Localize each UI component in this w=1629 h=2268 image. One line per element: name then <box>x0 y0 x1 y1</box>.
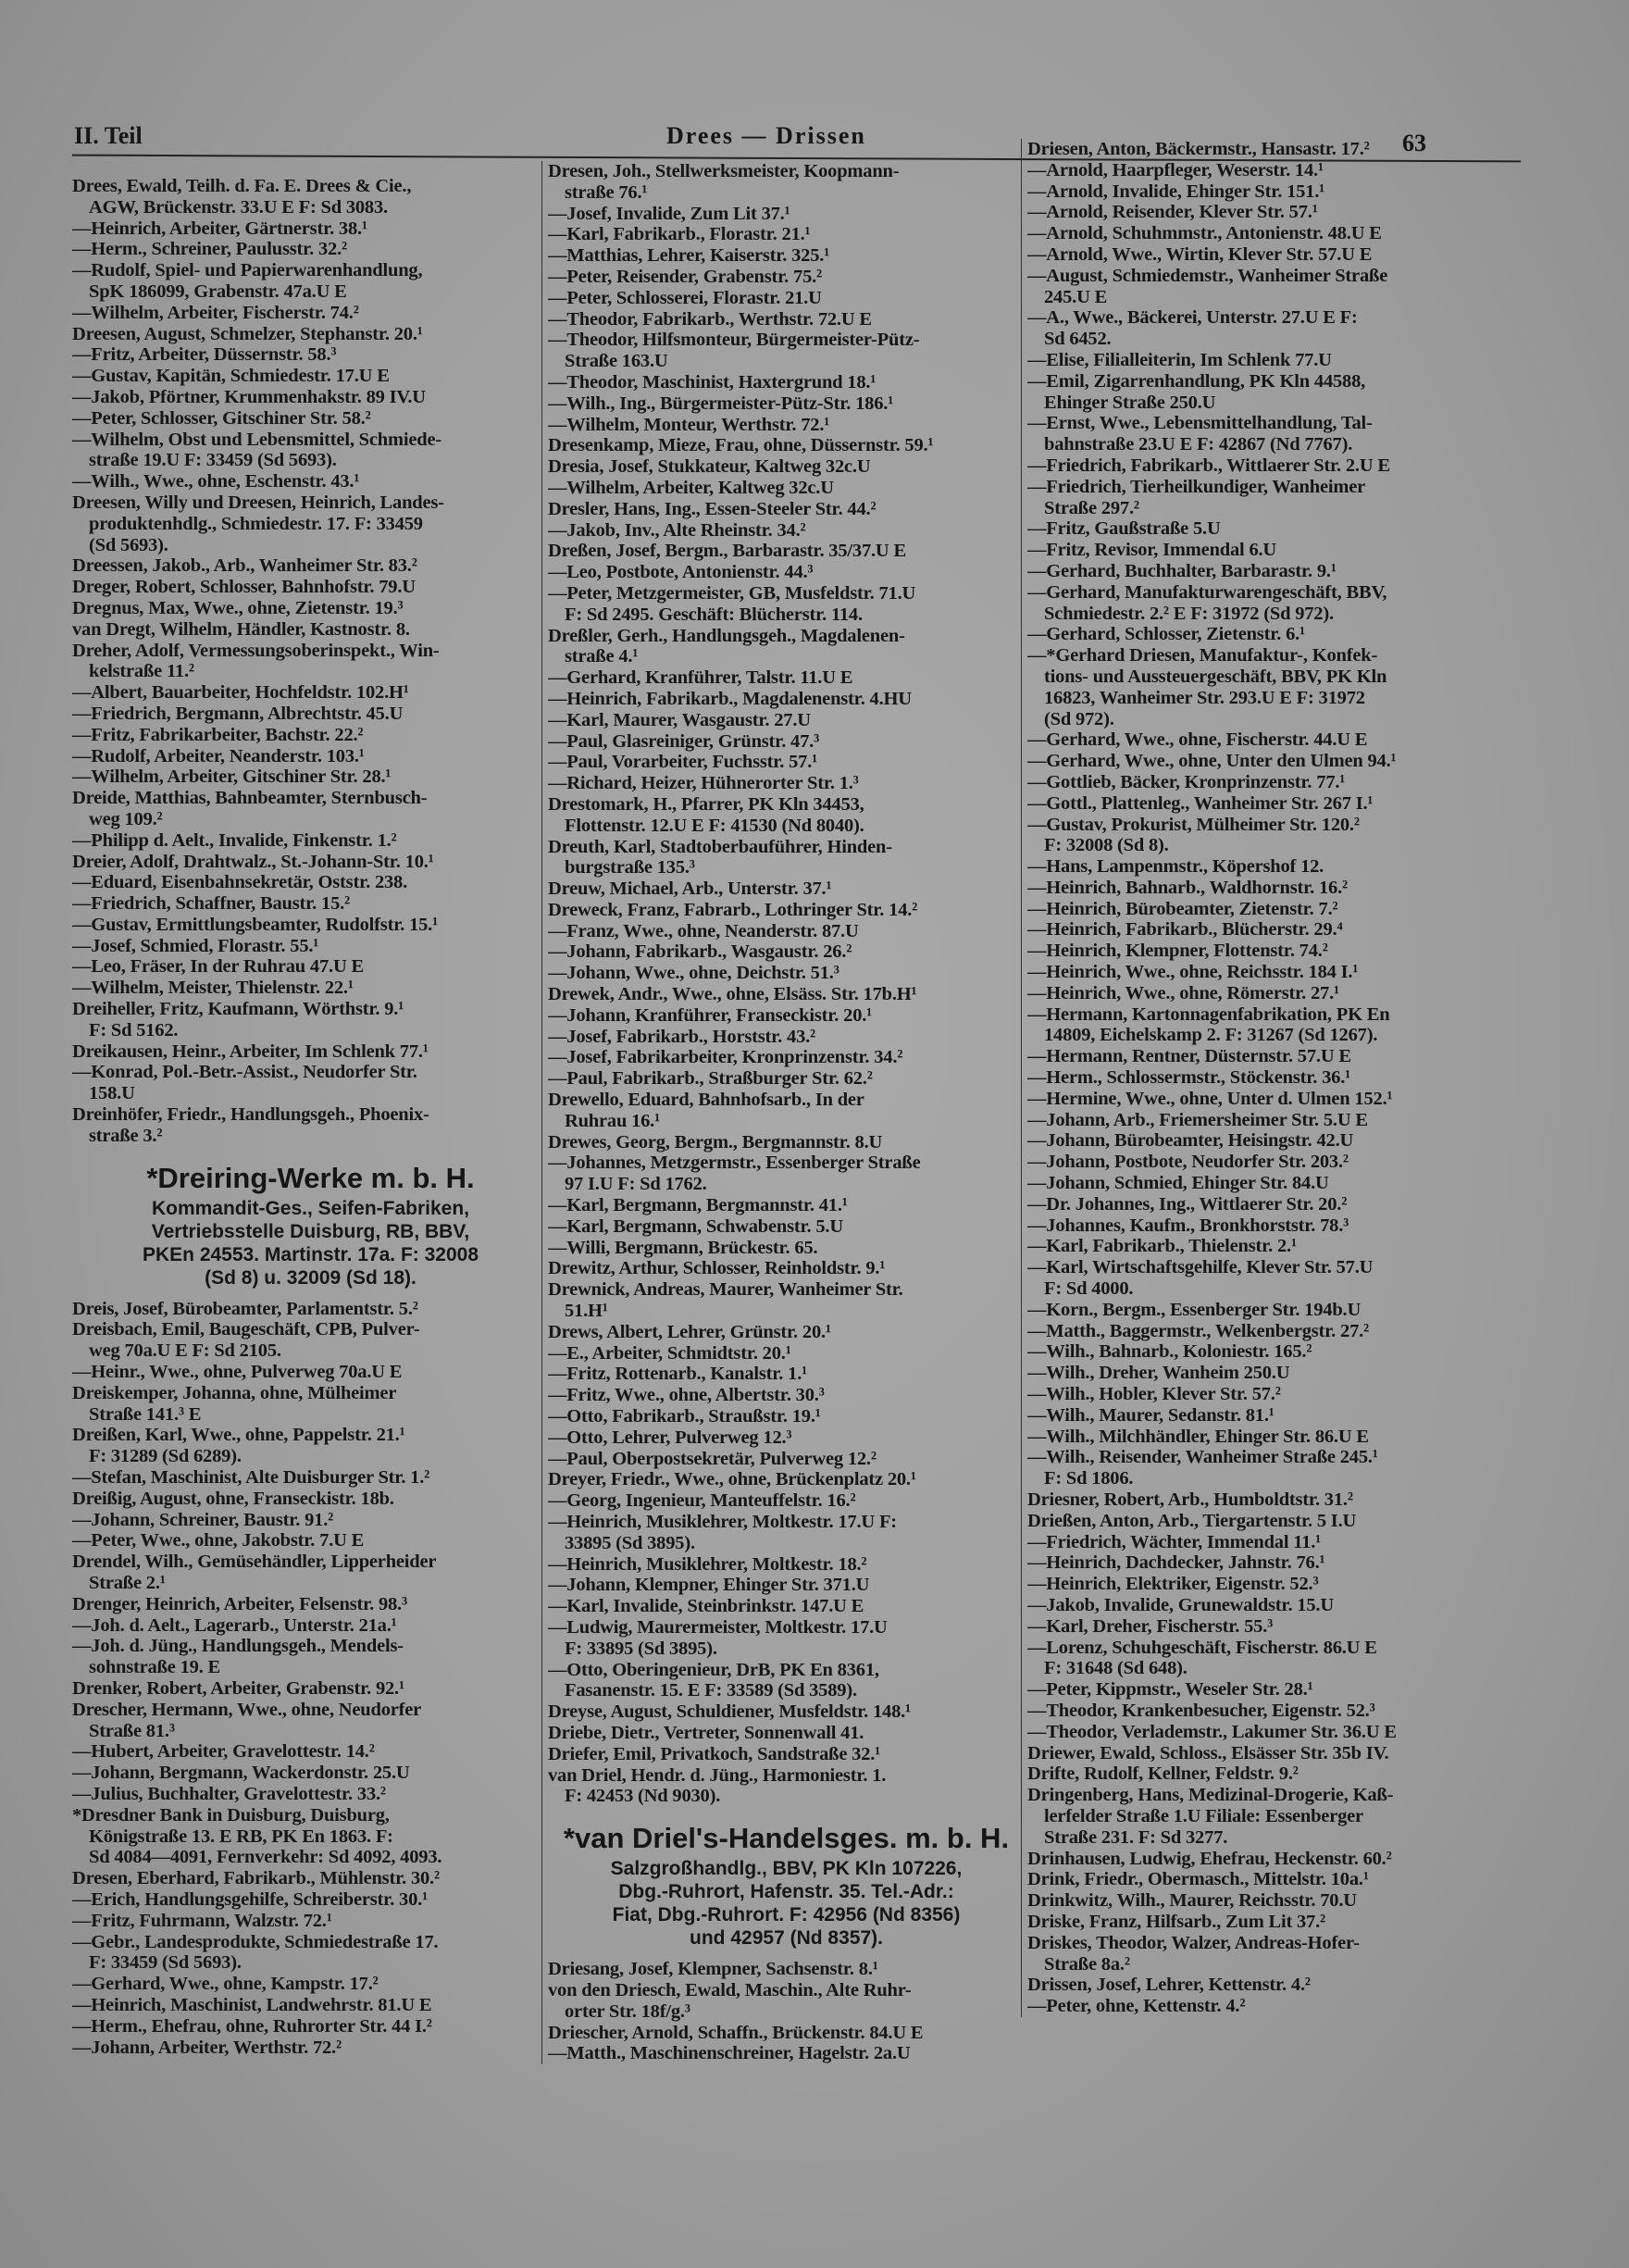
directory-entry-line: —Heinrich, Bahnarb., Waldhornstr. 16.² <box>1027 877 1348 898</box>
directory-entry-line: —Johannes, Kaufm., Bronkhorststr. 78.³ <box>1027 1215 1349 1236</box>
directory-entry-line: Flottenstr. 12.U E F: 41530 (Nd 8040). <box>565 815 864 836</box>
directory-entry-line: —Fritz, Fuhrmann, Walzstr. 72.¹ <box>72 1910 332 1931</box>
directory-entry-line: —Gerhard, Buchhalter, Barbarastr. 9.¹ <box>1027 560 1337 581</box>
directory-entry-line: —Heinrich, Fabrikarb., Magdalenenstr. 4.HU <box>548 688 912 709</box>
advertisement-line: und 42957 (Nd 8357). <box>690 1927 883 1950</box>
directory-entry-line: —Johann, Arb., Friemersheimer Str. 5.U E <box>1027 1109 1368 1130</box>
directory-entry-line: Dreinhöfer, Friedr., Handlungsgeh., Phoenix- <box>72 1104 429 1126</box>
directory-entry-line: —Richard, Heizer, Hühnerorter Str. 1.³ <box>548 773 859 794</box>
directory-entry-line: —*Gerhard Driesen, Manufaktur-, Konfek- <box>1027 645 1378 667</box>
directory-entry-line: —Gustav, Prokurist, Mülheimer Str. 120.² <box>1027 814 1360 835</box>
directory-entry-line: Driescher, Arnold, Schaffn., Brückenstr. 84.U E <box>548 2022 924 2043</box>
directory-entry-line: —Stefan, Maschinist, Alte Duisburger Str. 1.² <box>72 1467 430 1489</box>
directory-entry-line: —Johannes, Metzgermstr., Essenberger Straße <box>548 1153 921 1174</box>
directory-entry-line: F: Sd 1806. <box>1044 1468 1134 1489</box>
directory-entry-line: Drewello, Eduard, Bahnhofsarb., In der <box>548 1090 864 1111</box>
directory-entry-line: 97 I.U F: Sd 1762. <box>565 1174 707 1195</box>
directory-entry-line: Dreesen, Willy und Dreesen, Heinrich, Landes- <box>72 492 444 513</box>
directory-entry-line: —Emil, Zigarrenhandlung, PK Kln 44588, <box>1027 370 1366 392</box>
directory-entry-line: —Otto, Lehrer, Pulverweg 12.³ <box>548 1427 792 1448</box>
directory-entry-line: —Elise, Filialleiterin, Im Schlenk 77.U <box>1027 349 1332 370</box>
directory-entry-line: —Franz, Wwe., ohne, Neanderstr. 87.U <box>548 920 859 941</box>
directory-entry-line: —Karl, Wirtschaftsgehilfe, Klever Str. 57.U <box>1027 1257 1374 1278</box>
directory-entry-line: —Wilhelm, Monteur, Werthstr. 72.¹ <box>548 414 830 435</box>
advertisement-line: PKEn 24553. Martinstr. 17a. F: 32008 <box>142 1243 479 1265</box>
directory-entry-line: Drewitz, Arthur, Schlosser, Reinholdstr. 9.¹ <box>548 1258 886 1279</box>
directory-entry-line: —Heinrich, Fabrikarb., Blücherstr. 29.⁴ <box>1027 919 1343 941</box>
directory-entry-line: Dreessen, Jakob., Arb., Wanheimer Str. 83.² <box>72 555 417 577</box>
directory-entry-line: —Theodor, Krankenbesucher, Eigenstr. 52.³ <box>1027 1700 1375 1721</box>
directory-entry-line: —Wilh., Maurer, Sedanstr. 81.¹ <box>1027 1404 1275 1426</box>
directory-entry-line: Dreyse, August, Schuldiener, Musfeldstr. 148.¹ <box>548 1701 911 1723</box>
directory-entry-line: Dreißig, August, ohne, Franseckistr. 18b. <box>72 1488 394 1509</box>
directory-entry-line: van Dregt, Wilhelm, Händler, Kastnostr. 8. <box>72 618 410 640</box>
directory-entry-line: —Gustav, Ermittlungsbeamter, Rudolfstr. 15.¹ <box>72 914 439 935</box>
directory-entry-line: Driesang, Josef, Klempner, Sachsenstr. 8.¹ <box>548 1959 878 1980</box>
directory-entry-line: Drendel, Wilh., Gemüsehändler, Lipperheider <box>72 1551 437 1573</box>
directory-entry-line: —Hermine, Wwe., ohne, Unter d. Ulmen 152.¹ <box>1027 1088 1393 1109</box>
directory-entry-line: —Theodor, Verlademstr., Lakumer Str. 36.U E <box>1027 1721 1397 1742</box>
directory-entry-line: —Fritz, Gaußstraße 5.U <box>1027 518 1221 540</box>
directory-entry-line: lerfelder Straße 1.U Filiale: Essenberger <box>1044 1805 1363 1826</box>
directory-entry-line: —Heinrich, Arbeiter, Gärtnerstr. 38.¹ <box>72 218 367 239</box>
directory-entry-line: —Johann, Wwe., ohne, Deichstr. 51.³ <box>548 963 839 984</box>
directory-entry-line: —Jakob, Pförtner, Krummenhakstr. 89 IV.U <box>72 386 426 407</box>
directory-entry-line: —Theodor, Fabrikarb., Werthstr. 72.U E <box>548 308 872 330</box>
directory-entry-line: —Wilh., Dreher, Wanheim 250.U <box>1027 1363 1290 1384</box>
directory-entry-line: —Paul, Fabrikarb., Straßburger Str. 62.² <box>548 1068 873 1090</box>
directory-entry-line: —Fritz, Revisor, Immendal 6.U <box>1027 540 1277 561</box>
directory-entry-line: 33895 (Sd 3895). <box>565 1532 695 1553</box>
directory-entry-line: —Peter, Wwe., ohne, Jakobstr. 7.U E <box>72 1530 365 1551</box>
directory-entry-line: —Fritz, Rottenarb., Kanalstr. 1.¹ <box>548 1364 808 1385</box>
directory-entry-line: (Sd 972). <box>1044 708 1114 729</box>
directory-entry-line: —Fritz, Arbeiter, Düssernstr. 58.³ <box>72 344 337 366</box>
directory-entry-line: —Gustav, Kapitän, Schmiedestr. 17.U E <box>72 366 390 387</box>
directory-entry-line: weg 70a.U E F: Sd 2105. <box>89 1340 281 1362</box>
directory-entry-line: —Wilh., Hobler, Klever Str. 57.² <box>1027 1384 1281 1405</box>
directory-entry-line: —Peter, Reisender, Grabenstr. 75.² <box>548 266 822 287</box>
directory-entry-line: —Hermann, Kartonnagenfabrikation, PK En <box>1027 1003 1390 1025</box>
directory-entry-line: Dreher, Adolf, Vermessungsoberinspekt., Win- <box>72 640 440 661</box>
directory-entry-line: Dreger, Robert, Schlosser, Bahnhofstr. 79.U <box>72 577 416 598</box>
directory-entry-line: —Joh. d. Aelt., Lagerarb., Unterstr. 21a.¹ <box>72 1614 397 1636</box>
directory-entry-line: Dreesen, August, Schmelzer, Stephanstr. 20.¹ <box>72 323 423 344</box>
directory-entry-line: Dresen, Joh., Stellwerksmeister, Koopmann- <box>548 161 900 181</box>
directory-entry-line: —Gerhard, Wwe., ohne, Kampstr. 17.² <box>72 1974 379 1995</box>
directory-entry-line: Driske, Franz, Hilfsarb., Zum Lit 37.² <box>1027 1911 1325 1932</box>
directory-entry-line: —Wilh., Bahnarb., Koloniestr. 165.² <box>1027 1341 1312 1363</box>
directory-entry-line: —Arnold, Haarpfleger, Weserstr. 14.¹ <box>1027 159 1324 181</box>
directory-entry-line: Drießen, Anton, Arb., Tiergartenstr. 5 I.U <box>1027 1510 1357 1531</box>
directory-entry-line: —Friedrich, Bergmann, Albrechtstr. 45.U <box>72 703 404 724</box>
directory-entry-line: —Arnold, Invalide, Ehinger Str. 151.¹ <box>1027 181 1325 202</box>
directory-entry-line: —Otto, Fabrikarb., Straußstr. 19.¹ <box>548 1406 821 1427</box>
directory-entry-line: —Gerhard, Schlosser, Zietenstr. 6.¹ <box>1027 624 1305 645</box>
directory-entry-line: —Matthias, Lehrer, Kaiserstr. 325.¹ <box>548 245 830 267</box>
directory-entry-line: Straße 8a.² <box>1044 1953 1130 1975</box>
advertisement-line: Kommandit-Ges., Seifen-Fabriken, <box>151 1197 470 1219</box>
directory-entry-line: sohnstraße 19. E <box>89 1657 221 1678</box>
directory-entry-line: weg 109.² <box>89 808 163 829</box>
directory-entry-line: —Heinrich, Maschinist, Landwehrstr. 81.U E <box>72 1994 432 2015</box>
directory-entry-line: —Peter, ohne, Kettenstr. 4.² <box>1027 1996 1246 2017</box>
directory-entry-line: —A., Wwe., Bäckerei, Unterstr. 27.U E F: <box>1027 307 1358 329</box>
directory-entry-line: Dresia, Josef, Stukkateur, Kaltweg 32c.U <box>548 456 871 478</box>
directory-entry-line: Driesen, Anton, Bäckermstr., Hansastr. 17.² <box>1027 139 1370 159</box>
directory-entry-line: —Lorenz, Schuhgeschäft, Fischerstr. 86.U E <box>1027 1637 1377 1658</box>
directory-entry-line: orter Str. 18f/g.³ <box>565 2000 690 2022</box>
directory-entry-line: —Leo, Fräser, In der Ruhrau 47.U E <box>72 956 364 978</box>
directory-entry-line: Driebe, Dietr., Vertreter, Sonnenwall 41. <box>548 1722 864 1743</box>
directory-entry-line: —Johann, Schreiner, Baustr. 91.² <box>72 1509 334 1530</box>
directory-entry-line: —Eduard, Eisenbahnsekretär, Oststr. 238. <box>72 872 408 893</box>
directory-entry-line: Königstraße 13. E RB, PK En 1863. F: <box>89 1826 393 1847</box>
directory-entry-line: —Rudolf, Arbeiter, Neanderstr. 103.¹ <box>72 745 365 766</box>
directory-entry-line: Drenker, Robert, Arbeiter, Grabenstr. 92.¹ <box>72 1678 404 1699</box>
directory-entry-line: —Wilh., Ing., Bürgermeister-Pütz-Str. 186.¹ <box>548 393 894 414</box>
directory-entry-line: —Karl, Maurer, Wasgaustr. 27.U <box>548 709 811 730</box>
directory-entry-line: —Fritz, Fabrikarbeiter, Bachstr. 22.² <box>72 724 364 745</box>
directory-entry-line: —Johann, Postbote, Neudorfer Str. 203.² <box>1027 1152 1349 1173</box>
directory-entry-line: —Karl, Invalide, Steinbrinkstr. 147.U E <box>548 1596 864 1617</box>
advertisement-line: Salzgroßhandlg., BBV, PK Kln 107226, <box>610 1858 963 1880</box>
directory-entry-line: —Hans, Lampenmstr., Köpershof 12. <box>1027 856 1324 878</box>
directory-entry-line: 158.U <box>89 1083 135 1104</box>
directory-entry-line: —Johann, Klempner, Ehinger Str. 371.U <box>548 1575 870 1596</box>
directory-entry-line: —Josef, Fabrikarbeiter, Kronprinzenstr. 34.² <box>548 1047 903 1068</box>
directory-entry-line: Straße 231. F: Sd 3277. <box>1044 1826 1228 1848</box>
directory-entry-line: —Johann, Kranführer, Franseckistr. 20.¹ <box>548 1004 873 1026</box>
directory-entry-line: Drescher, Hermann, Wwe., ohne, Neudorfer <box>72 1699 422 1720</box>
directory-entry-line: Dresler, Hans, Ing., Essen-Steeler Str. 44.² <box>548 498 877 519</box>
directory-entry-line: —Ludwig, Maurermeister, Moltkestr. 17.U <box>548 1616 888 1638</box>
directory-entry-line: 16823, Wanheimer Str. 293.U E F: 31972 <box>1044 687 1365 708</box>
directory-entry-line: Driewer, Ewald, Schloss., Elsässer Str. 35b IV. <box>1027 1742 1389 1763</box>
directory-entry-line: Sd 4084—4091, Fernverkehr: Sd 4092, 4093. <box>89 1847 442 1868</box>
directory-entry-line: —Johann, Bergmann, Wackerdonstr. 25.U <box>72 1763 410 1784</box>
directory-entry-line: kelstraße 11.² <box>89 661 194 682</box>
directory-entry-line: Drenger, Heinrich, Arbeiter, Felsenstr. 98.³ <box>72 1593 407 1614</box>
directory-entry-line: —Josef, Schmied, Florastr. 55.¹ <box>72 935 319 956</box>
directory-entry-line: —Wilhelm, Obst und Lebensmittel, Schmiede- <box>72 429 441 450</box>
column-1 <box>72 176 549 2058</box>
advertisement-line: (Sd 8) u. 32009 (Sd 18). <box>205 1266 417 1289</box>
directory-entry-line: straße 4.¹ <box>565 646 639 667</box>
directory-entry-line: —Heinrich, Klempner, Flottenstr. 74.² <box>1027 941 1328 962</box>
directory-entry-line: —Wilhelm, Arbeiter, Fischerstr. 74.² <box>72 302 359 323</box>
directory-entry-line: von den Driesch, Ewald, Maschin., Alte Ruhr- <box>548 1979 912 2000</box>
directory-entry-line: —Konrad, Pol.-Betr.-Assist., Neudorfer Str. <box>72 1062 417 1083</box>
directory-entry-line: Dregnus, Max, Wwe., ohne, Zietenstr. 19.³ <box>72 597 404 618</box>
directory-entry-line: Dreuw, Michael, Arb., Unterstr. 37.¹ <box>548 879 832 900</box>
directory-entry-line: —Peter, Schlosserei, Florastr. 21.U <box>548 287 822 308</box>
directory-entry-line: —Theodor, Maschinist, Haxtergrund 18.¹ <box>548 371 877 393</box>
directory-entry-line: —Paul, Vorarbeiter, Fuchsstr. 57.¹ <box>548 752 818 773</box>
directory-entry-line: Dreweck, Franz, Fabrarb., Lothringer Str. 14.² <box>548 899 918 920</box>
directory-entry-line: *Dresdner Bank in Duisburg, Duisburg, <box>72 1804 390 1826</box>
directory-entry-line: Drewek, Andr., Wwe., ohne, Elsäss. Str. 17b.H¹ <box>548 984 917 1005</box>
directory-entry-line: —Jakob, Inv., Alte Rheinstr. 34.² <box>548 519 806 541</box>
directory-entry-line: —Gerhard, Kranführer, Talstr. 11.U E <box>548 667 853 689</box>
directory-entry-line: —Johann, Schmied, Ehinger Str. 84.U <box>1027 1173 1329 1194</box>
directory-entry-line: —Friedrich, Schaffner, Baustr. 15.² <box>72 893 350 915</box>
directory-entry-line: —Ernst, Wwe., Lebensmittelhandlung, Tal- <box>1027 413 1373 434</box>
directory-entry-line: F: 42453 (Nd 9030). <box>565 1786 721 1807</box>
advertisement-line: Fiat, Dbg.-Ruhrort. F: 42956 (Nd 8356) <box>612 1904 961 1926</box>
directory-entry-line: —Heinr., Wwe., ohne, Pulverweg 70a.U E <box>72 1362 403 1383</box>
directory-entry-line: —Heinrich, Wwe., ohne, Reichsstr. 184 I.¹ <box>1027 962 1359 983</box>
directory-entry-line: —Wilh., Milchhändler, Ehinger Str. 86.U E <box>1027 1426 1369 1447</box>
directory-entry-line: Straße 81.³ <box>89 1720 175 1741</box>
directory-entry-line: —Willi, Bergmann, Brückestr. 65. <box>548 1237 818 1258</box>
directory-entry-line: —Heinrich, Musiklehrer, Moltkestr. 18.² <box>548 1553 867 1575</box>
column-2 <box>541 161 1025 2064</box>
directory-entry-line: Drissen, Josef, Lehrer, Kettenstr. 4.² <box>1027 1975 1311 1996</box>
directory-entry-line: Straße 297.² <box>1044 497 1139 518</box>
directory-entry-line: Dreiheller, Fritz, Kaufmann, Wörthstr. 9.¹ <box>72 999 404 1020</box>
directory-entry-line: Drifte, Rudolf, Kellner, Feldstr. 9.² <box>1027 1763 1299 1785</box>
directory-entry-line: F: 31289 (Sd 6289). <box>89 1446 242 1467</box>
directory-entry-line: —Johann, Arbeiter, Werthstr. 72.² <box>72 2037 342 2058</box>
directory-entry-line: Drews, Albert, Lehrer, Grünstr. 20.¹ <box>548 1321 831 1342</box>
directory-entry-line: —Johann, Bürobeamter, Heisingstr. 42.U <box>1027 1130 1354 1152</box>
directory-entry-line: —Heinrich, Wwe., ohne, Römerstr. 27.¹ <box>1027 982 1339 1003</box>
directory-entry-line: Fasanenstr. 15. E F: 33589 (Sd 3589). <box>565 1680 857 1701</box>
directory-entry-line: —Jakob, Invalide, Grunewaldstr. 15.U <box>1027 1594 1334 1615</box>
directory-entry-line: —Wilh., Wwe., ohne, Eschenstr. 43.¹ <box>72 471 360 492</box>
advertisement-line: Dbg.-Ruhrort, Hafenstr. 35. Tel.-Adr.: <box>618 1881 954 1903</box>
directory-entry-line: Driskes, Theodor, Walzer, Andreas-Hofer- <box>1027 1932 1360 1953</box>
directory-entry-line: —Theodor, Hilfsmonteur, Bürgermeister-Pütz- <box>548 330 920 351</box>
directory-entry-line: Dringenberg, Hans, Medizinal-Drogerie, Kaß- <box>1027 1785 1394 1806</box>
directory-entry-line: —Karl, Dreher, Fischerstr. 55.³ <box>1027 1615 1274 1637</box>
directory-entry-line: —Hubert, Arbeiter, Gravelottestr. 14.² <box>72 1741 375 1763</box>
directory-entry-line: —Friedrich, Wächter, Immendal 11.¹ <box>1027 1531 1322 1552</box>
directory-entry-line: —Peter, Metzgermeister, GB, Musfeldstr. 71.U <box>548 582 916 604</box>
directory-entry-line: Dreier, Adolf, Drahtwalz., St.-Johann-Str. 10.¹ <box>72 851 434 872</box>
directory-entry-line: —Heinrich, Bürobeamter, Zietenstr. 7.² <box>1027 898 1338 919</box>
directory-entry-line: Driefer, Emil, Privatkoch, Sandstraße 32.¹ <box>548 1743 881 1764</box>
directory-entry-line: straße 19.U F: 33459 (Sd 5693). <box>89 450 337 471</box>
directory-entry-line: —Herm., Ehefrau, ohne, Ruhrorter Str. 44 I.² <box>72 2015 432 2037</box>
directory-entry-line: Drink, Friedr., Obermasch., Mittelstr. 10a.¹ <box>1027 1869 1369 1890</box>
directory-entry-line: —Josef, Invalide, Zum Lit 37.¹ <box>548 203 790 224</box>
directory-entry-line: —Karl, Bergmann, Bergmannstr. 41.¹ <box>548 1195 848 1216</box>
directory-entry-line: —Josef, Fabrikarb., Horststr. 43.² <box>548 1026 815 1047</box>
directory-entry-line: —Otto, Oberingenieur, DrB, PK En 8361, <box>548 1659 879 1680</box>
directory-entry-line: —Arnold, Schuhmmstr., Antonienstr. 48.U E <box>1027 223 1382 244</box>
directory-entry-line: —Gerhard, Wwe., ohne, Fischerstr. 44.U E <box>1027 729 1368 751</box>
directory-entry-line: —Wilhelm, Arbeiter, Kaltweg 32c.U <box>548 477 834 498</box>
advertisement-line: Vertriebsstelle Duisburg, RB, BBV, <box>151 1220 470 1242</box>
directory-entry-line: Sd 6452. <box>1044 329 1112 350</box>
directory-entry-line: —Herm., Schreiner, Paulusstr. 32.² <box>72 239 347 260</box>
directory-entry-line: —Gebr., Landesprodukte, Schmiedestraße 17. <box>72 1931 439 1952</box>
directory-entry-line: F: Sd 4000. <box>1044 1278 1134 1300</box>
directory-entry-line: straße 3.² <box>89 1125 163 1146</box>
directory-entry-line: burgstraße 135.³ <box>565 857 695 879</box>
directory-entry-line: —Wilhelm, Meister, Thielenstr. 22.¹ <box>72 978 354 999</box>
directory-entry-line: —Julius, Buchhalter, Gravelottestr. 33.² <box>72 1783 386 1804</box>
directory-entry-line: 245.U E <box>1044 286 1108 307</box>
directory-entry-line: —Arnold, Wwe., Wirtin, Klever Str. 57.U E <box>1027 243 1373 265</box>
directory-entry-line: —Paul, Oberpostsekretär, Pulverweg 12.² <box>548 1448 877 1469</box>
directory-entry-line: Dreikausen, Heinr., Arbeiter, Im Schlenk 77.¹ <box>72 1041 429 1062</box>
directory-entry-line: Schmiedestr. 2.² E F: 31972 (Sd 972). <box>1044 603 1334 624</box>
page-running-title: Drees — Drissen <box>666 122 866 149</box>
directory-entry-line: Drinkwitz, Wilh., Maurer, Reichsstr. 70.U <box>1027 1890 1357 1912</box>
directory-entry-line: F: 31648 (Sd 648). <box>1044 1658 1188 1679</box>
directory-entry-line: Dreiskemper, Johanna, ohne, Mülheimer <box>72 1382 397 1403</box>
directory-entry-line: —Matth., Baggermstr., Welkenbergstr. 27.² <box>1027 1320 1370 1341</box>
directory-entry-line: —Matth., Maschinenschreiner, Hagelstr. 2a.U <box>548 2043 911 2064</box>
advertisement-block <box>548 1820 1025 1950</box>
directory-entry-line: —Johann, Fabrikarb., Wasgaustr. 26.² <box>548 941 852 963</box>
directory-entry-line: Dreuth, Karl, Stadtoberbauführer, Hinden- <box>548 836 892 857</box>
directory-entry-line: SpK 186099, Grabenstr. 47a.U E <box>89 280 347 302</box>
directory-entry-line: —E., Arbeiter, Schmidtstr. 20.¹ <box>548 1342 791 1364</box>
directory-entry-line: —Korn., Bergm., Essenberger Str. 194b.U <box>1027 1299 1362 1320</box>
directory-entry-line: Dreßen, Josef, Bergm., Barbarastr. 35/37.U E <box>548 541 906 562</box>
directory-entry-line: (Sd 5693). <box>89 534 168 555</box>
directory-entry-line: produktenhdlg., Schmiedestr. 17. F: 33459 <box>89 513 423 534</box>
directory-entry-line: —Gerhard, Wwe., ohne, Unter den Ulmen 94.¹ <box>1027 751 1397 772</box>
directory-entry-line: —August, Schmiedemstr., Wanheimer Straße <box>1027 265 1388 286</box>
directory-entry-line: Dreyer, Friedr., Wwe., ohne, Brückenplatz 20.¹ <box>548 1469 916 1490</box>
directory-entry-line: 51.H¹ <box>565 1301 608 1322</box>
directory-entry-line: —Friedrich, Fabrikarb., Wittlaerer Str. 2.U E <box>1027 455 1390 476</box>
directory-entry-line: F: Sd 5162. <box>89 1019 179 1041</box>
directory-entry-line: —Peter, Kippmstr., Weseler Str. 28.¹ <box>1027 1679 1313 1701</box>
directory-entry-line: —Peter, Schlosser, Gitschiner Str. 58.² <box>72 407 371 429</box>
directory-entry-line: Driesner, Robert, Arb., Humboldtstr. 31.² <box>1027 1489 1353 1510</box>
directory-entry-line: —Herm., Schlossermstr., Stöckenstr. 36.¹ <box>1027 1067 1351 1089</box>
directory-entry-line: Straße 141.³ E <box>89 1403 202 1425</box>
directory-entry-line: AGW, Brückenstr. 33.U E F: Sd 3083. <box>89 196 388 218</box>
directory-entry-line: 14809, Eichelskamp 2. F: 31267 (Sd 1267). <box>1044 1025 1378 1046</box>
directory-entry-line: —Joh. d. Jüng., Handlungsgeh., Mendels- <box>72 1636 404 1657</box>
directory-entry-line: —Heinrich, Dachdecker, Jahnstr. 76.¹ <box>1027 1552 1325 1574</box>
directory-entry-line: Drewes, Georg, Bergm., Bergmannstr. 8.U <box>548 1131 883 1153</box>
directory-entry-line: —Friedrich, Tierheilkundiger, Wanheimer <box>1027 476 1366 497</box>
directory-entry-line: —Wilh., Reisender, Wanheimer Straße 245.¹ <box>1027 1447 1378 1468</box>
directory-entry-line: Drees, Ewald, Teilh. d. Fa. E. Drees & Cie., <box>72 176 412 196</box>
directory-entry-line: —Dr. Johannes, Ing., Wittlaerer Str. 20.² <box>1027 1193 1348 1215</box>
directory-entry-line: Ehinger Straße 250.U <box>1044 392 1216 413</box>
directory-entry-line: Straße 2.¹ <box>89 1573 166 1594</box>
advertisement-block <box>72 1160 549 1290</box>
directory-entry-line: —Fritz, Wwe., ohne, Albertstr. 30.³ <box>548 1385 825 1406</box>
directory-entry-line: —Arnold, Reisender, Klever Str. 57.¹ <box>1027 202 1318 223</box>
directory-entry-line: Dresenkamp, Mieze, Frau, ohne, Düssernstr. 59.¹ <box>548 435 934 456</box>
directory-entry-line: —Georg, Ingenieur, Manteuffelstr. 16.² <box>548 1490 856 1512</box>
directory-entry-line: Dreisbach, Emil, Baugeschäft, CPB, Pulver- <box>72 1319 420 1340</box>
directory-entry-line: —Erich, Handlungsgehilfe, Schreiberstr. 30.¹ <box>72 1888 429 1910</box>
directory-entry-line: Dreis, Josef, Bürobeamter, Parlamentstr. 5.² <box>72 1298 418 1319</box>
directory-entry-line: —Leo, Postbote, Antonienstr. 44.³ <box>548 562 814 583</box>
directory-entry-line: van Driel, Hendr. d. Jüng., Harmoniestr. 1. <box>548 1764 887 1786</box>
directory-entry-line: F: 33459 (Sd 5693). <box>89 1952 242 1974</box>
directory-entry-line: tions- und Aussteuergeschäft, BBV, PK Kln <box>1044 666 1387 687</box>
directory-entry-line: bahnstraße 23.U E F: 42867 (Nd 7767). <box>1044 434 1353 455</box>
directory-entry-line: —Philipp d. Aelt., Invalide, Finkenstr. 1.² <box>72 829 397 851</box>
page-number: 63 <box>1402 130 1426 156</box>
directory-entry-line: —Albert, Bauarbeiter, Hochfeldstr. 102.H¹ <box>72 682 409 704</box>
directory-entry-line: Dresen, Eberhard, Fabrikarb., Mühlenstr. 30.² <box>72 1868 440 1889</box>
column-3 <box>1021 139 1518 2017</box>
section-label: II. Teil <box>74 122 143 149</box>
directory-entry-line: —Karl, Fabrikarb., Thielenstr. 2.¹ <box>1027 1236 1297 1257</box>
directory-entry-line: Drinhausen, Ludwig, Ehefrau, Heckenstr. 60.² <box>1027 1848 1392 1869</box>
directory-entry-line: F: 33895 (Sd 3895). <box>565 1638 717 1659</box>
directory-entry-line: —Rudolf, Spiel- und Papierwarenhandlung, <box>72 260 423 281</box>
advertisement-title: *Dreiring-Werke m. b. H. <box>146 1161 475 1194</box>
directory-entry-line: —Karl, Bergmann, Schwabenstr. 5.U <box>548 1215 843 1237</box>
directory-entry-line: Drestomark, H., Pfarrer, PK Kln 34453, <box>548 793 864 815</box>
directory-entry-line: —Karl, Fabrikarb., Florastr. 21.¹ <box>548 224 811 245</box>
directory-entry-line: Drewnick, Andreas, Maurer, Wanheimer Str. <box>548 1279 903 1301</box>
directory-entry-line: —Gottlieb, Bäcker, Kronprinzenstr. 77.¹ <box>1027 771 1346 792</box>
directory-entry-line: Dreßler, Gerh., Handlungsgeh., Magdalenen- <box>548 625 905 646</box>
directory-entry-line: —Heinrich, Musiklehrer, Moltkestr. 17.U F: <box>548 1512 897 1532</box>
directory-entry-line: —Wilhelm, Arbeiter, Gitschiner Str. 28.¹ <box>72 766 392 788</box>
directory-entry-line: Dreißen, Karl, Wwe., ohne, Pappelstr. 21.¹ <box>72 1425 405 1446</box>
directory-entry-line: Ruhrau 16.¹ <box>565 1110 661 1131</box>
directory-entry-line: —Heinrich, Elektriker, Eigenstr. 52.³ <box>1027 1574 1319 1595</box>
directory-entry-line: Straße 163.U <box>565 351 668 372</box>
directory-entry-line: —Hermann, Rentner, Düsternstr. 57.U E <box>1027 1046 1351 1067</box>
advertisement-title: *van Driel's-Handelsges. m. b. H. <box>563 1822 1010 1855</box>
directory-entry-line: F: 32008 (Sd 8). <box>1044 835 1169 856</box>
directory-entry-line: straße 76.¹ <box>565 181 648 203</box>
directory-entry-line: F: Sd 2495. Geschäft: Blücherstr. 114. <box>565 604 863 625</box>
directory-entry-line: —Gerhard, Manufakturwarengeschäft, BBV, <box>1027 581 1387 603</box>
directory-entry-line: Dreide, Matthias, Bahnbeamter, Sternbusch- <box>72 788 428 809</box>
directory-entry-line: —Gottl., Plattenleg., Wanheimer Str. 267 I.¹ <box>1027 792 1374 814</box>
directory-entry-line: —Paul, Glasreiniger, Grünstr. 47.³ <box>548 730 820 752</box>
